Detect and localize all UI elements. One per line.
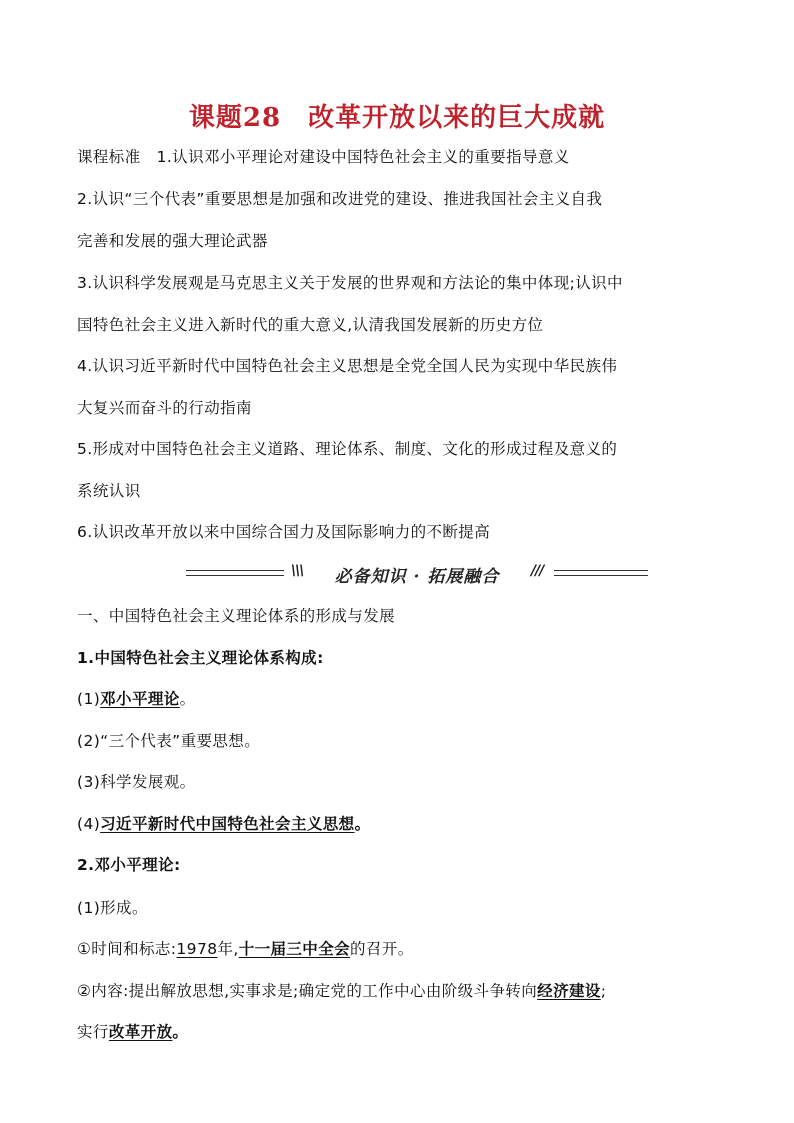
subheading: 2.邓小平理论: [77, 856, 181, 874]
list-item: (4)习近平新时代中国特色社会主义思想。 [77, 815, 371, 833]
standards-label: 课程标准 [77, 148, 141, 166]
list-item: ②内容:提出解放思想,实事求是;确定党的工作中心由阶级斗争转向经济建设; [77, 982, 607, 1000]
list-item: ①时间和标志:1978年,十一届三中全会的召开。 [77, 940, 414, 958]
answer-text: 改革开放 [108, 1023, 173, 1041]
standard-item: 大复兴而奋斗的行动指南 [77, 399, 252, 417]
standard-item: 1.认识邓小平理论对建设中国特色社会主义的重要指导意义 [156, 148, 570, 166]
standard-item: 3.认识科学发展观是马克思主义关于发展的世界观和方法论的集中体现;认识中 [77, 274, 623, 292]
standard-item: 国特色社会主义进入新时代的重大意义,认清我国发展新的历史方位 [77, 316, 544, 334]
list-item: (1)形成。 [77, 899, 148, 917]
divider-slashes-left: \\\ [291, 563, 304, 579]
answer-text: 习近平新时代中国特色社会主义思想 [100, 815, 355, 833]
divider-rule-left [186, 570, 284, 576]
answer-text: 经济建设 [537, 982, 601, 1000]
divider-rule-right [554, 570, 648, 576]
answer-text: 十一届三中全会 [238, 940, 351, 958]
page-title: 课题28 改革开放以来的巨大成就 [188, 103, 606, 133]
standard-item: 完善和发展的强大理论武器 [77, 232, 268, 250]
section-divider [180, 562, 652, 586]
standard-item: 系统认识 [77, 482, 141, 500]
standard-item: 5.形成对中国特色社会主义道路、理论体系、制度、文化的形成过程及意义的 [77, 440, 618, 458]
section-heading: 一、中国特色社会主义理论体系的形成与发展 [77, 607, 396, 625]
divider-label: 必备知识 · 拓展融合 [334, 567, 500, 587]
subheading: 1.中国特色社会主义理论体系构成: [77, 649, 324, 667]
standard-item: 4.认识习近平新时代中国特色社会主义思想是全党全国人民为实现中华民族伟 [77, 357, 618, 375]
standard-item: 2.认识“三个代表”重要思想是加强和改进党的建设、推进我国社会主义自我 [77, 190, 603, 208]
standards-line-1 [77, 147, 727, 167]
list-item: (1)邓小平理论。 [77, 690, 196, 708]
list-item: (2)“三个代表”重要思想。 [77, 732, 261, 750]
answer-text: 1978 [176, 940, 218, 958]
divider-slashes-right: /// [531, 563, 544, 579]
answer-text: 邓小平理论 [100, 690, 180, 708]
standard-item: 6.认识改革开放以来中国综合国力及国际影响力的不断提高 [77, 523, 491, 541]
list-item: (3)科学发展观。 [77, 773, 196, 791]
list-item: 实行改革开放。 [77, 1023, 189, 1041]
